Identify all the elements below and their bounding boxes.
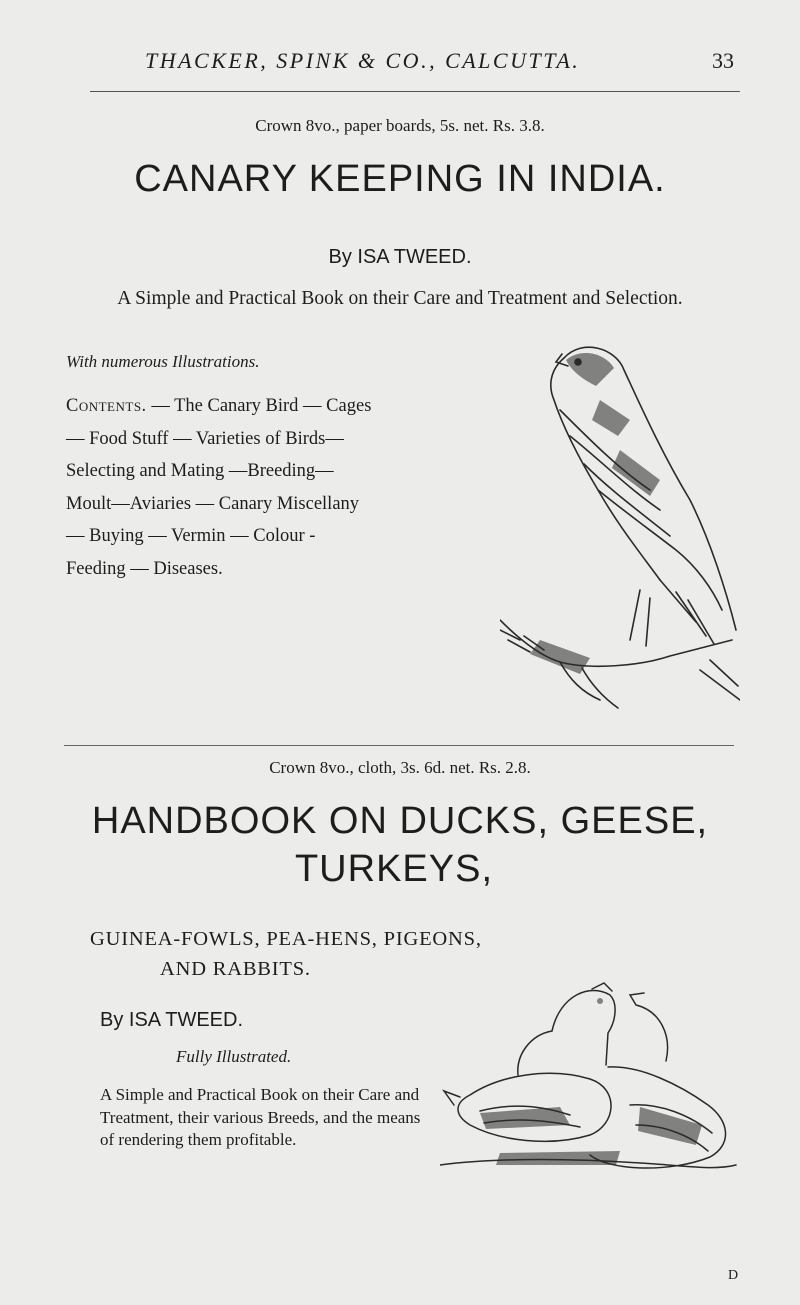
book1-illustrations-note: With numerous Illustrations.: [66, 352, 260, 371]
contents-label: Contents.: [66, 396, 147, 416]
book2-title-line1: HANDBOOK ON DUCKS, GEESE,: [91, 800, 709, 842]
book1-publication-line: Crown 8vo., paper boards, 5s. net. Rs. 3.8.: [255, 116, 545, 135]
book2-title-line2: TURKEYS,: [294, 848, 494, 890]
ducks-illustration: [440, 975, 740, 1185]
book1-subtitle: A Simple and Practical Book on their Care and Treatment and Selection.: [117, 288, 683, 309]
canary-illustration: [500, 340, 740, 720]
book2-illustrations-note: Fully Illustrated.: [176, 1047, 292, 1066]
running-head: [0, 48, 800, 88]
book1-title: CANARY KEEPING IN INDIA.: [134, 158, 666, 200]
publisher-running-title: THACKER, SPINK & CO., CALCUTTA.: [145, 48, 581, 73]
signature-mark: D: [728, 1268, 739, 1283]
book1-author: By ISA TWEED.: [328, 246, 472, 268]
contents-text: — The Canary Bird — Cages — Food Stuff — Varieties of Birds—Selecting and Mating —Breeding—Moult—Aviaries — Canary Miscellany — Buying — Vermin — Colour - Feeding — Diseases.: [66, 396, 372, 579]
page-number: 33: [712, 48, 734, 73]
book1-contents: [66, 390, 376, 585]
section-divider: [64, 745, 734, 746]
book2-publication-line: Crown 8vo., cloth, 3s. 6d. net. Rs. 2.8.: [269, 758, 531, 777]
book2-subtitle-line1: GUINEA-FOWLS, PEA-HENS, PIGEONS,: [90, 928, 482, 950]
book2-subtitle-line2: AND RABBITS.: [160, 958, 311, 980]
book2-author: By ISA TWEED.: [100, 1009, 243, 1031]
book2-description: A Simple and Practical Book on their Care and Treatment, their various Breeds, and the means of rendering them profitable.: [100, 1085, 421, 1149]
header-rule: [90, 91, 740, 92]
